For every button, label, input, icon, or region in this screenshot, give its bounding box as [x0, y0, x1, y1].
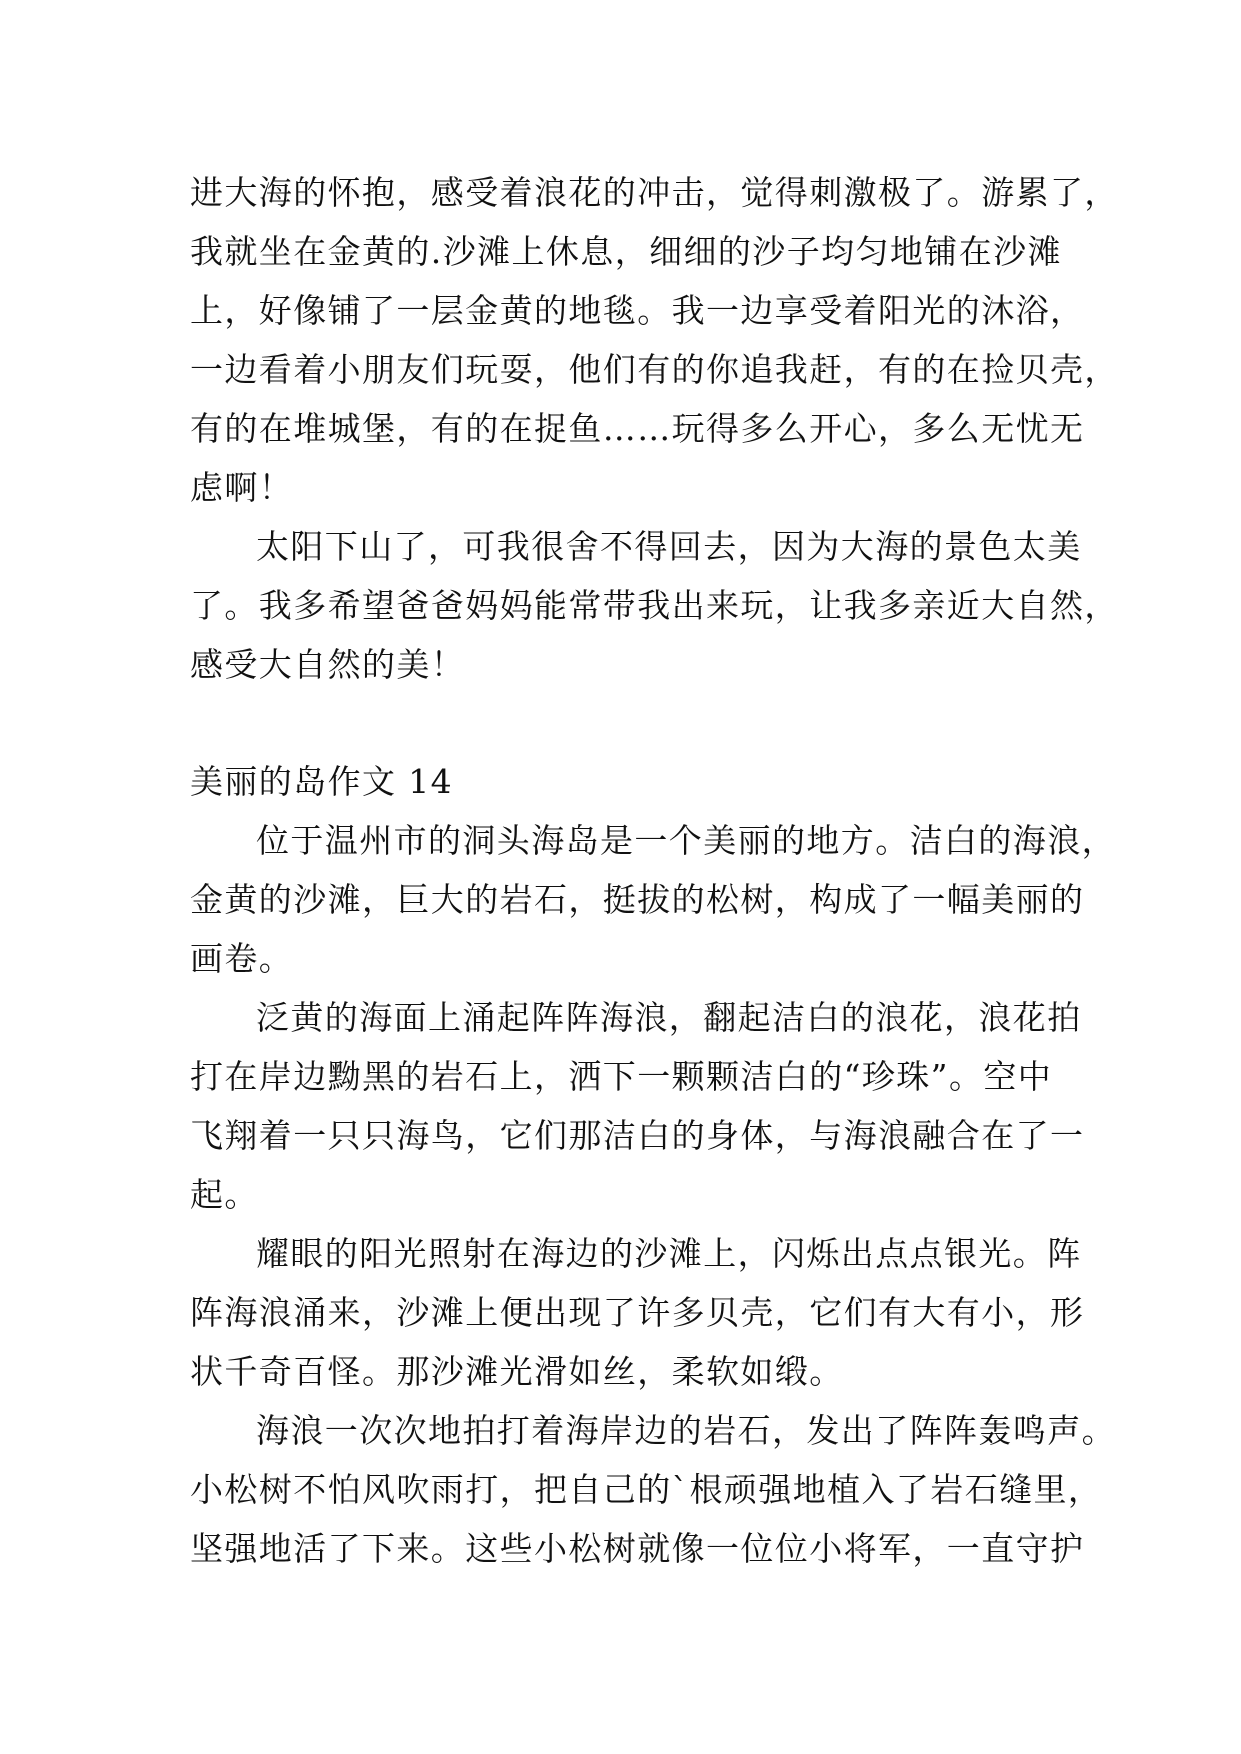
paragraph-line: 虑啊！ — [190, 468, 294, 507]
paragraph-line: 泛黄的海面上涌起阵阵海浪，翻起洁白的浪花，浪花拍 — [256, 998, 1082, 1037]
paragraph-line: 耀眼的阳光照射在海边的沙滩上，闪烁出点点银光。阵 — [256, 1234, 1082, 1273]
paragraph-line: 画卷。 — [190, 939, 294, 978]
paragraph-line: 太阳下山了，可我很舍不得回去，因为大海的景色太美 — [256, 527, 1082, 566]
paragraph-line: 了。我多希望爸爸妈妈能常带我出来玩，让我多亲近大自然， — [190, 586, 1119, 625]
paragraph-line: 进大海的怀抱，感受着浪花的冲击，觉得刺激极了。游累了， — [190, 173, 1119, 212]
paragraph-line: 打在岸边黝黑的岩石上，洒下一颗颗洁白的“珍珠”。空中 — [190, 1057, 1053, 1096]
section-title: 美丽的岛作文 14 — [190, 762, 454, 801]
paragraph-line: 海浪一次次地拍打着海岸边的岩石，发出了阵阵轰鸣声。 — [256, 1411, 1116, 1450]
paragraph-line: 我就坐在金黄的.沙滩上休息，细细的沙子均匀地铺在沙滩 — [190, 232, 1062, 271]
paragraph-line: 坚强地活了下来。这些小松树就像一位位小将军，一直守护 — [190, 1529, 1085, 1568]
paragraph-line: 飞翔着一只只海鸟，它们那洁白的身体，与海浪融合在了一 — [190, 1116, 1085, 1155]
paragraph-line: 小松树不怕风吹雨打，把自己的`根顽强地植入了岩石缝里， — [190, 1470, 1103, 1509]
paragraph-line: 感受大自然的美！ — [190, 645, 466, 684]
paragraph-line: 位于温州市的洞头海岛是一个美丽的地方。洁白的海浪， — [256, 821, 1116, 860]
paragraph-line: 阵海浪涌来，沙滩上便出现了许多贝壳，它们有大有小，形 — [190, 1293, 1085, 1332]
essay-text — [190, 163, 1119, 1578]
paragraph-line: 一边看着小朋友们玩耍，他们有的你追我赶，有的在捡贝壳， — [190, 350, 1119, 389]
paragraph-line: 有的在堆城堡，有的在捉鱼……玩得多么开心，多么无忧无 — [190, 409, 1085, 448]
paragraph-line: 上，好像铺了一层金黄的地毯。我一边享受着阳光的沐浴， — [190, 291, 1085, 330]
paragraph-line: 金黄的沙滩，巨大的岩石，挺拔的松树，构成了一幅美丽的 — [190, 880, 1085, 919]
paragraph-line: 起。 — [190, 1175, 259, 1214]
paragraph-line: 状千奇百怪。那沙滩光滑如丝，柔软如缎。 — [190, 1352, 844, 1391]
